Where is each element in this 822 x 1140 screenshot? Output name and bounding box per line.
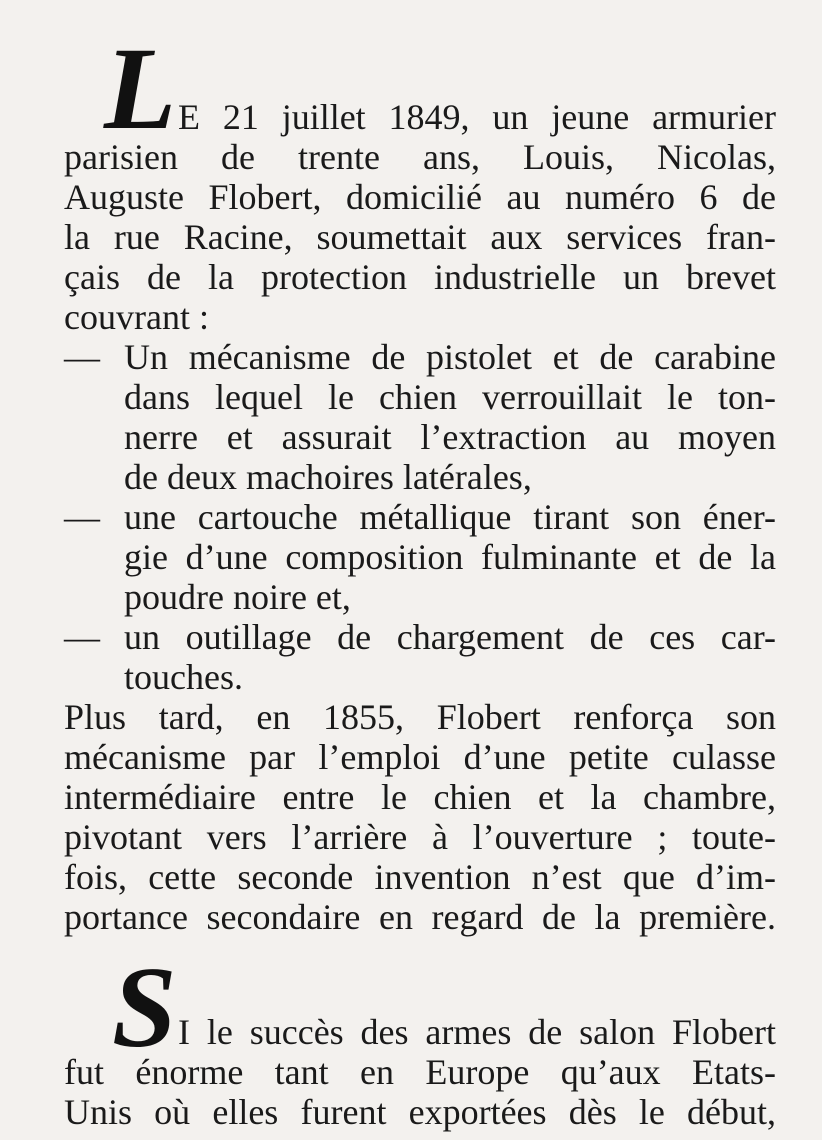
list-item-2-line-2: gie d’une composition fulminante et de la <box>124 537 776 577</box>
list-dash-2: — <box>64 497 100 537</box>
paragraph-2-line-4: pivotant vers l’arrière à l’ouverture ; toute- <box>64 817 776 857</box>
paragraph-3-line-2: fut énorme tant en Europe qu’aux Etats- <box>64 1052 776 1092</box>
drop-cap-s: S <box>112 944 177 1072</box>
paragraph-1-line-3: Auguste Flobert, domicilié au numéro 6 de <box>64 177 776 217</box>
list-item-1-line-3: nerre et assurait l’extraction au moyen <box>124 417 776 457</box>
paragraph-3-line-1: I le succès des armes de salon Flobert <box>178 1012 776 1052</box>
paragraph-1-line-1: E 21 juillet 1849, un jeune armurier <box>178 97 776 137</box>
list-item-1-line-2: dans lequel le chien verrouillait le ton- <box>124 377 776 417</box>
list-item-1-line-1: Un mécanisme de pistolet et de carabine <box>124 337 776 377</box>
list-item-1-line-4: de deux machoires latérales, <box>124 457 532 497</box>
paragraph-2-line-5: fois, cette seconde invention n’est que d’im- <box>64 857 776 897</box>
list-item-3-line-2: touches. <box>124 657 243 697</box>
paragraph-2-line-6: portance secondaire en regard de la première. <box>64 897 776 937</box>
drop-cap-l: L <box>104 23 177 154</box>
paragraph-2-line-2: mécanisme par l’emploi d’une petite culasse <box>64 737 776 777</box>
paragraph-3-line-3: Unis où elles furent exportées dès le début, <box>64 1092 776 1132</box>
paragraph-1-line-6: couvrant : <box>64 297 209 337</box>
paragraph-1-line-2: parisien de trente ans, Louis, Nicolas, <box>64 137 776 177</box>
list-item-2-line-3: poudre noire et, <box>124 577 351 617</box>
list-item-2-line-1: une cartouche métallique tirant son éner- <box>124 497 776 537</box>
list-dash-1: — <box>64 337 100 377</box>
paragraph-2-line-1: Plus tard, en 1855, Flobert renforça son <box>64 697 776 737</box>
paragraph-2-line-3: intermédiaire entre le chien et la chambre, <box>64 777 776 817</box>
list-dash-3: — <box>64 617 100 657</box>
list-item-3-line-1: un outillage de chargement de ces car- <box>124 617 776 657</box>
paragraph-1-line-4: la rue Racine, soumettait aux services fran- <box>64 217 776 257</box>
paragraph-1-line-5: çais de la protection industrielle un brevet <box>64 257 776 297</box>
